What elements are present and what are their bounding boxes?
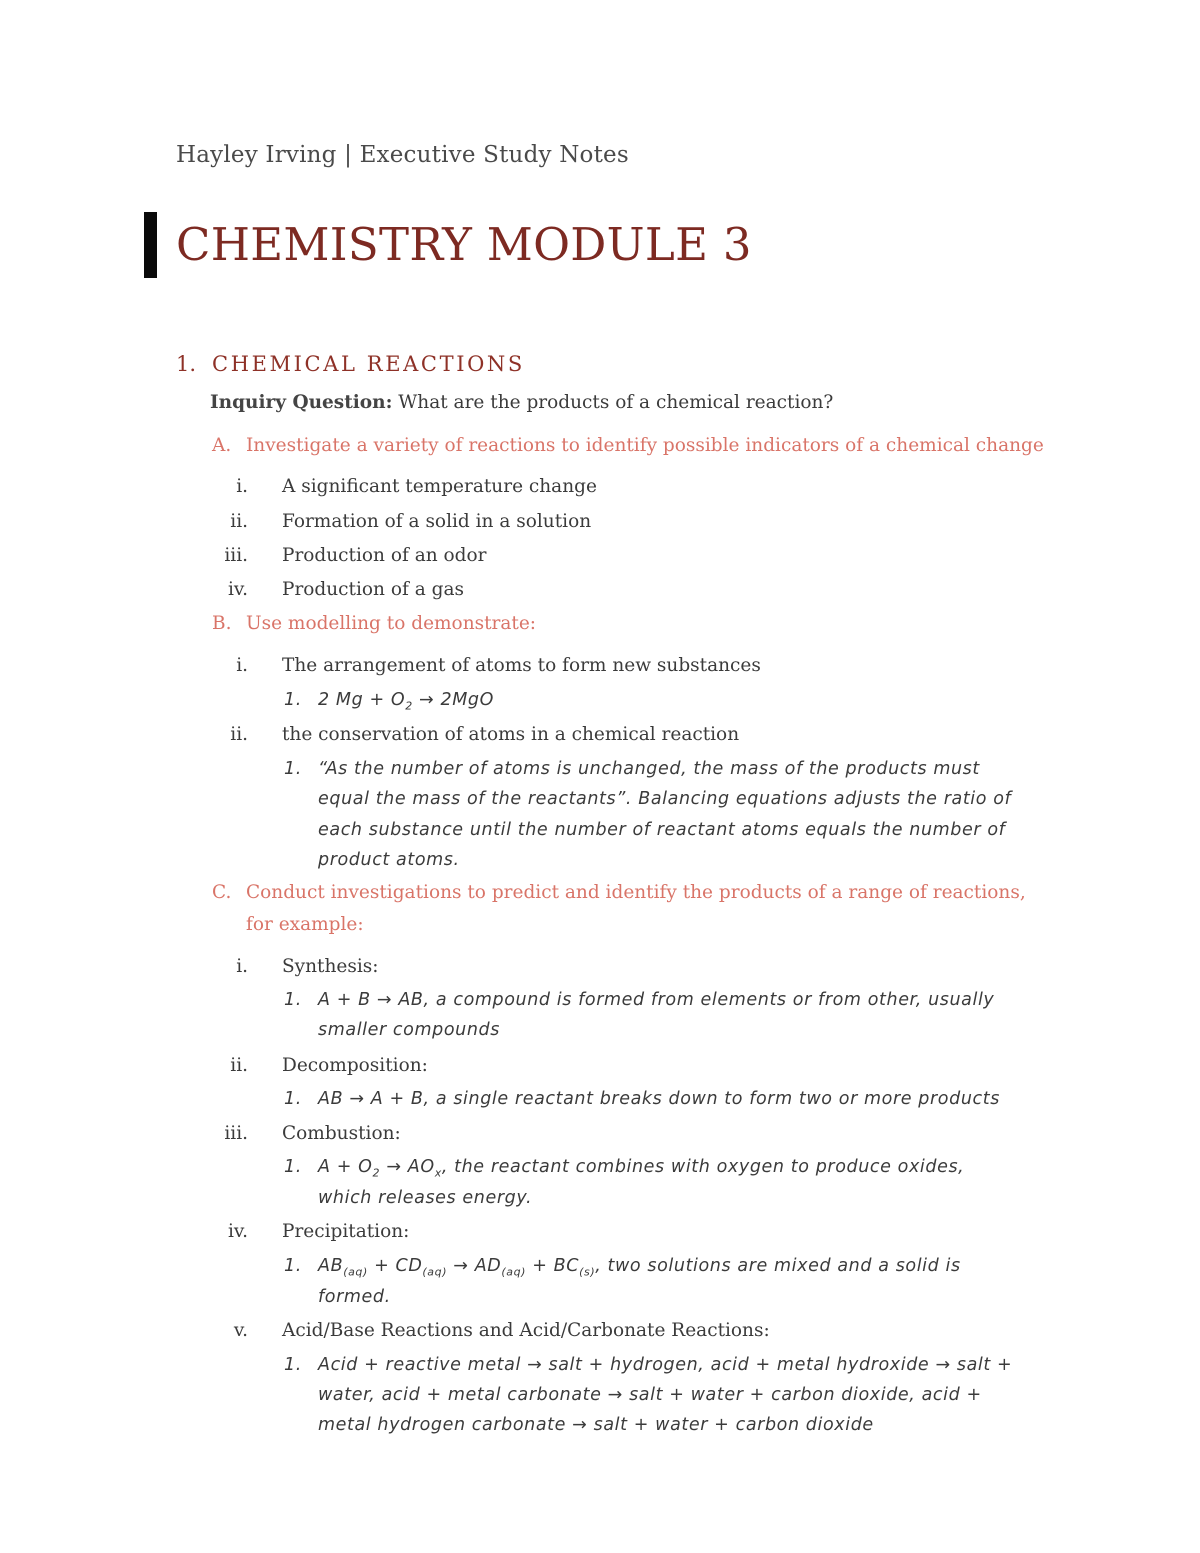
list-text: the conservation of atoms in a chemical reaction <box>282 724 740 745</box>
list-text: Decomposition: <box>282 1055 428 1076</box>
list-text: Combustion: <box>282 1123 401 1144</box>
outline-marker: A. <box>212 435 232 456</box>
sub-text-line: which releases energy. <box>318 1188 533 1208</box>
sub-text-line: A + B → AB, a compound is formed from elements or from other, usually <box>318 990 995 1010</box>
author-header: Hayley Irving | Executive Study Notes <box>176 142 629 168</box>
sub-marker: 1. <box>284 1256 302 1276</box>
outline-marker: B. <box>212 613 232 634</box>
section-number: 1. <box>176 352 197 376</box>
title-accent-bar <box>144 212 157 278</box>
list-marker: ii. <box>230 724 248 745</box>
section-title: CHEMICAL REACTIONS <box>212 352 525 376</box>
sub-text-line: formed. <box>318 1287 391 1307</box>
equation-text: $AB_{(aq)} + CD_{(aq)} \to AD_{(aq)} + BC_{(s)}$, two solutions are mixed and a solid is <box>318 1256 961 1279</box>
list-marker: iii. <box>224 545 248 566</box>
sub-text-line: “As the number of atoms is unchanged, the mass of the products must <box>318 759 980 779</box>
inquiry-label: Inquiry Question: <box>210 392 393 413</box>
outline-text: Use modelling to demonstrate: <box>246 613 537 634</box>
list-marker: ii. <box>230 511 248 532</box>
page-title: CHEMISTRY MODULE 3 <box>176 218 752 271</box>
list-text: Formation of a solid in a solution <box>282 511 592 532</box>
list-text: Acid/Base Reactions and Acid/Carbonate Reactions: <box>282 1320 770 1341</box>
sub-text-line: each substance until the number of reactant atoms equals the number of <box>318 820 1006 840</box>
list-text: A significant temperature change <box>282 476 597 497</box>
sub-text-line: water, acid + metal carbonate → salt + water + carbon dioxide, acid + <box>318 1385 982 1405</box>
list-marker: iv. <box>227 1221 248 1242</box>
list-text: The arrangement of atoms to form new substances <box>282 655 761 676</box>
sub-text-line: AB → A + B, a single reactant breaks down to form two or more products <box>318 1089 1000 1109</box>
list-marker: iv. <box>227 579 248 600</box>
sub-marker: 1. <box>284 759 302 779</box>
list-marker: iii. <box>224 1123 248 1144</box>
sub-marker: 1. <box>284 990 302 1010</box>
sub-text-line: smaller compounds <box>318 1020 500 1040</box>
list-marker: ii. <box>230 1055 248 1076</box>
sub-text-line: equal the mass of the reactants”. Balancing equations adjusts the ratio of <box>318 789 1012 809</box>
equation-text: 2 $Mg + O_2 \to 2MgO$ <box>318 690 494 713</box>
list-marker: v. <box>233 1320 248 1341</box>
sub-marker: 1. <box>284 1089 302 1109</box>
sub-marker: 1. <box>284 1355 302 1375</box>
inquiry-text: What are the products of a chemical reaction? <box>392 392 834 413</box>
list-text: Production of an odor <box>282 545 487 566</box>
outline-marker: C. <box>212 882 232 903</box>
equation-text: $A + O_2 \to AO_x$, the reactant combines with oxygen to produce oxides, <box>318 1157 965 1180</box>
inquiry-question <box>210 392 833 413</box>
list-marker: i. <box>236 655 248 676</box>
outline-text: Investigate a variety of reactions to identify possible indicators of a chemical change <box>246 435 1044 456</box>
outline-text: for example: <box>246 914 364 935</box>
sub-text-line: product atoms. <box>318 850 460 870</box>
list-text: Precipitation: <box>282 1221 410 1242</box>
list-text: Synthesis: <box>282 956 379 977</box>
sub-marker: 1. <box>284 690 302 710</box>
outline-text: Conduct investigations to predict and identify the products of a range of reactions, <box>246 882 1026 903</box>
sub-text-line: Acid + reactive metal → salt + hydrogen, acid + metal hydroxide → salt + <box>318 1355 1013 1375</box>
sub-text-line: metal hydrogen carbonate → salt + water + carbon dioxide <box>318 1415 874 1435</box>
list-text: Production of a gas <box>282 579 464 600</box>
list-marker: i. <box>236 476 248 497</box>
section-heading <box>176 352 525 376</box>
list-marker: i. <box>236 956 248 977</box>
sub-marker: 1. <box>284 1157 302 1177</box>
